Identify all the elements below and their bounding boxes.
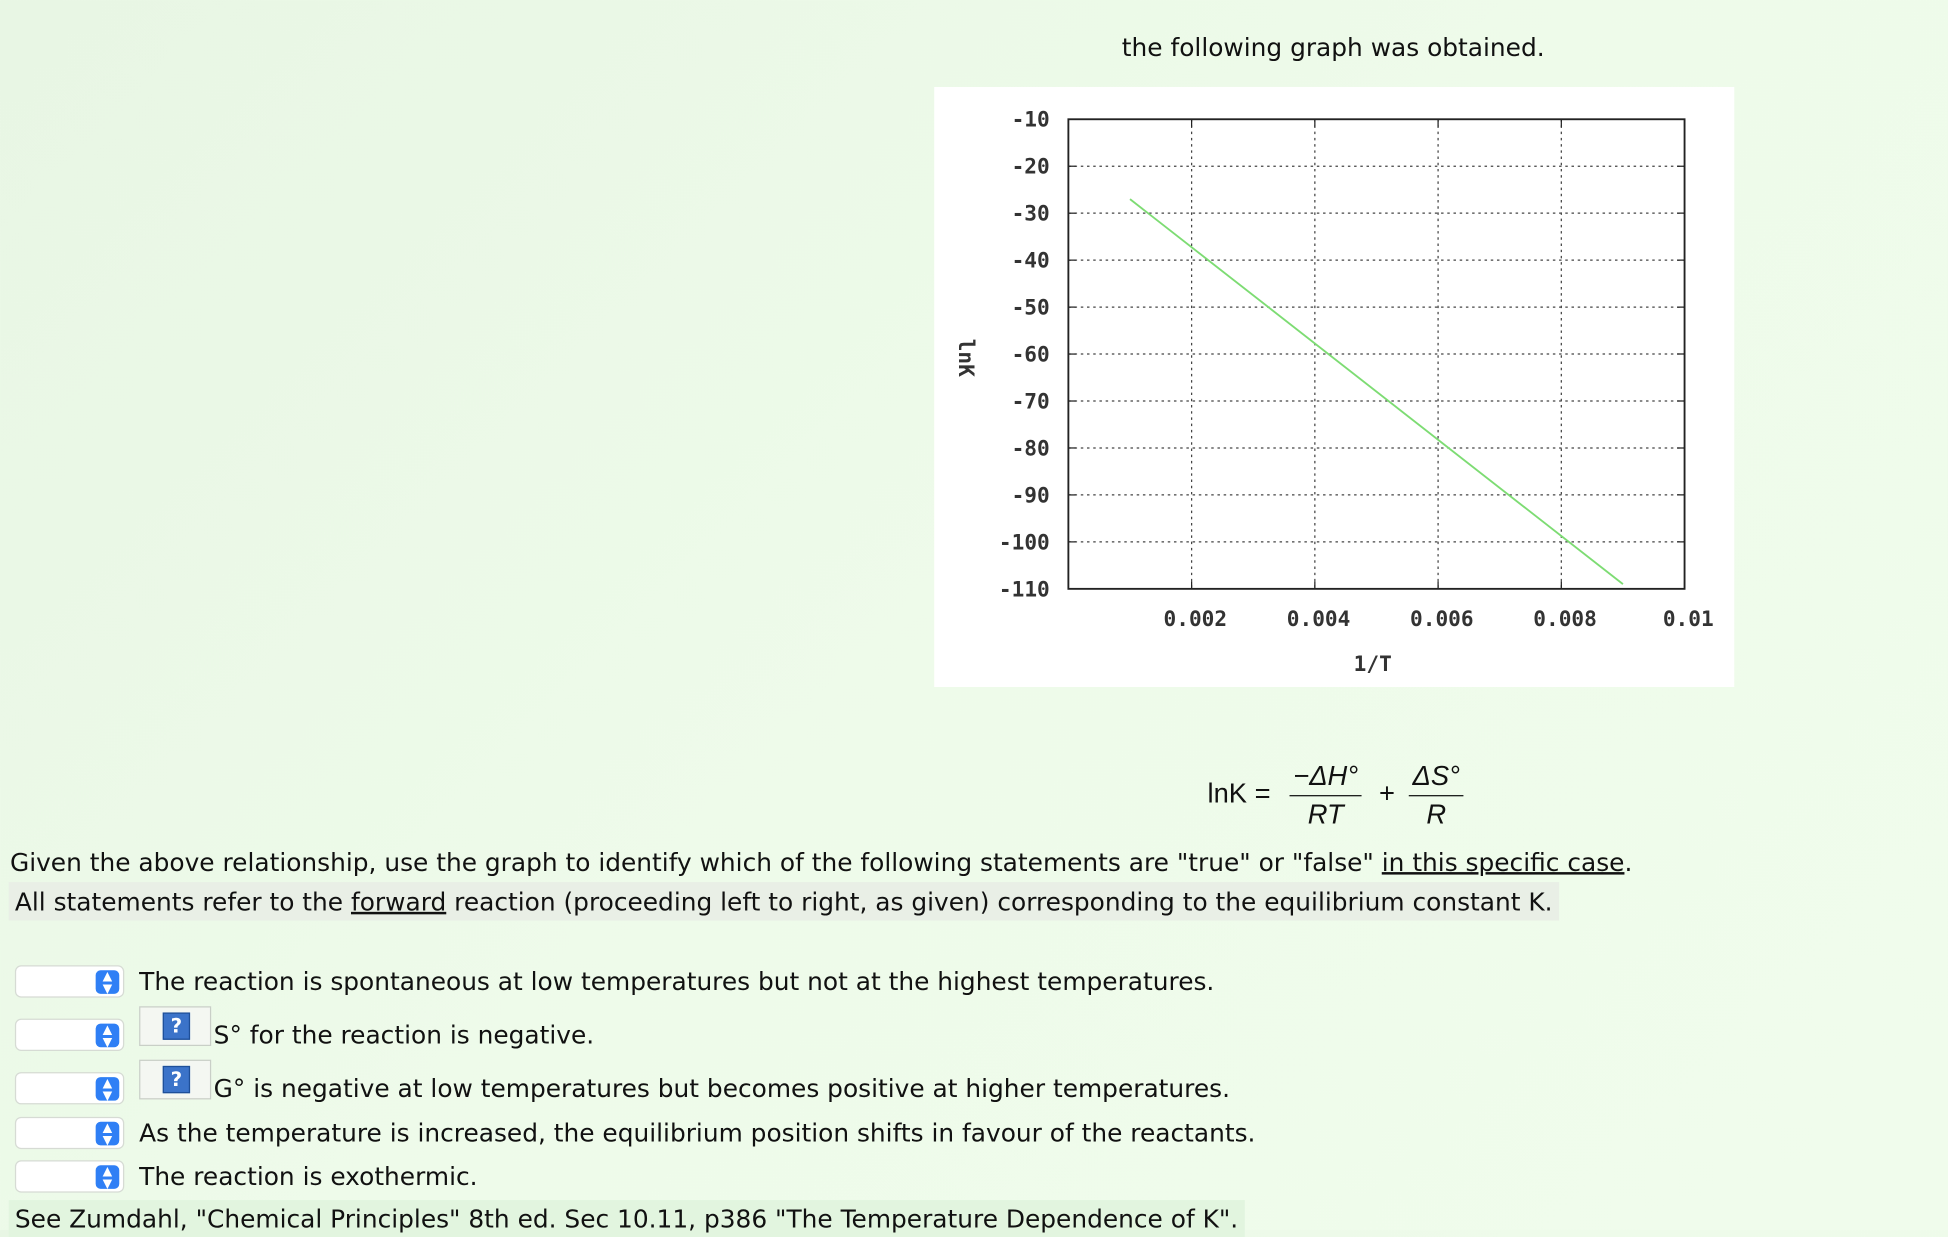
y-tick-label: -100 (998, 529, 1050, 555)
statement-text-1: The reaction is spontaneous at low temperatures but not at the highest temperatures. (139, 966, 1215, 997)
equation-frac1-denominator: RT (1307, 798, 1344, 830)
help-button-2[interactable] (139, 1006, 211, 1046)
equation-fraction-enthalpy (1290, 760, 1362, 831)
series-line (1130, 199, 1623, 584)
reference-footer: See Zumdahl, "Chemical Principles" 8th ed. Sec 10.11, p386 "The Temperature Dependence of K". (9, 1200, 1245, 1237)
question-mark-icon: ? (163, 1066, 190, 1093)
true-false-select-3[interactable] (15, 1072, 124, 1104)
y-axis-label: lnK (954, 338, 980, 377)
true-false-select-2[interactable] (15, 1019, 124, 1051)
instruction-1-end: . (1624, 847, 1633, 878)
y-tick-label: -90 (1011, 482, 1050, 508)
question-mark-icon: ? (163, 1012, 190, 1039)
true-false-select-1[interactable] (15, 965, 124, 997)
y-tick-label: -70 (1011, 388, 1050, 414)
x-tick-label: 0.008 (1533, 606, 1597, 632)
instruction-2-end: reaction (proceeding left to right, as given) corresponding to the equilibrium constant K. (446, 887, 1553, 917)
statement-row-2 (15, 1013, 595, 1053)
equation-fraction-entropy (1409, 760, 1464, 831)
y-tick-label: -30 (1011, 200, 1050, 226)
van-t-hoff-equation (1208, 758, 1494, 838)
instruction-line-2 (9, 882, 1559, 921)
statement-text-5: The reaction is exothermic. (139, 1161, 478, 1192)
statement-text-4: As the temperature is increased, the equilibrium position shifts in favour of the reactants. (139, 1118, 1256, 1148)
x-tick-label: 0.01 (1662, 606, 1714, 632)
y-tick-label: -50 (1011, 294, 1050, 320)
lnk-vs-inverse-t-chart (934, 87, 1734, 687)
intro-text: the following graph was obtained. (1121, 32, 1545, 63)
statement-row-4 (15, 1114, 1256, 1151)
y-tick-label: -80 (1011, 435, 1050, 461)
y-tick-label: -10 (1011, 106, 1050, 132)
statement-row-1 (15, 963, 1214, 1000)
true-false-select-5[interactable] (15, 1160, 124, 1192)
select-stepper-icon: ▲ ▼ (96, 1024, 120, 1048)
equation-frac1-numerator: −ΔH° (1290, 760, 1362, 796)
statement-row-3 (15, 1067, 1230, 1107)
instruction-2-text: All statements refer to the (14, 887, 351, 917)
x-tick-label: 0.002 (1163, 606, 1228, 632)
instruction-line-1 (10, 847, 1632, 877)
x-tick-label: 0.004 (1286, 606, 1351, 632)
forward-underline: forward (350, 887, 447, 917)
y-tick-label: -20 (1011, 153, 1050, 179)
y-tick-label: -110 (998, 576, 1050, 602)
equation-lhs: lnK = (1207, 777, 1271, 809)
select-stepper-icon: ▲ ▼ (96, 1122, 120, 1146)
help-button-3[interactable] (139, 1060, 211, 1100)
instruction-1-text: Given the above relationship, use the graph to identify which of the following statements are "true" or "false" (9, 847, 1382, 878)
equation-frac2-denominator: R (1426, 798, 1447, 830)
select-stepper-icon: ▲ ▼ (96, 1165, 120, 1189)
graph-panel (934, 87, 1734, 687)
y-tick-label: -60 (1011, 341, 1050, 367)
true-false-select-4[interactable] (15, 1117, 124, 1149)
x-axis-label: 1/T (1353, 650, 1392, 676)
y-tick-label: -40 (1011, 247, 1050, 273)
statement-text-2: S° for the reaction is negative. (213, 1019, 595, 1050)
select-stepper-icon: ▲ ▼ (96, 970, 120, 994)
equation-frac2-numerator: ΔS° (1409, 760, 1464, 796)
equation-plus: + (1378, 777, 1395, 809)
x-tick-label: 0.006 (1410, 606, 1474, 632)
specific-case-link[interactable]: in this specific case (1381, 847, 1625, 878)
statement-text-3: G° is negative at low temperatures but becomes positive at higher temperatures. (213, 1073, 1230, 1104)
select-stepper-icon: ▲ ▼ (96, 1077, 120, 1101)
statement-row-5 (15, 1158, 478, 1195)
